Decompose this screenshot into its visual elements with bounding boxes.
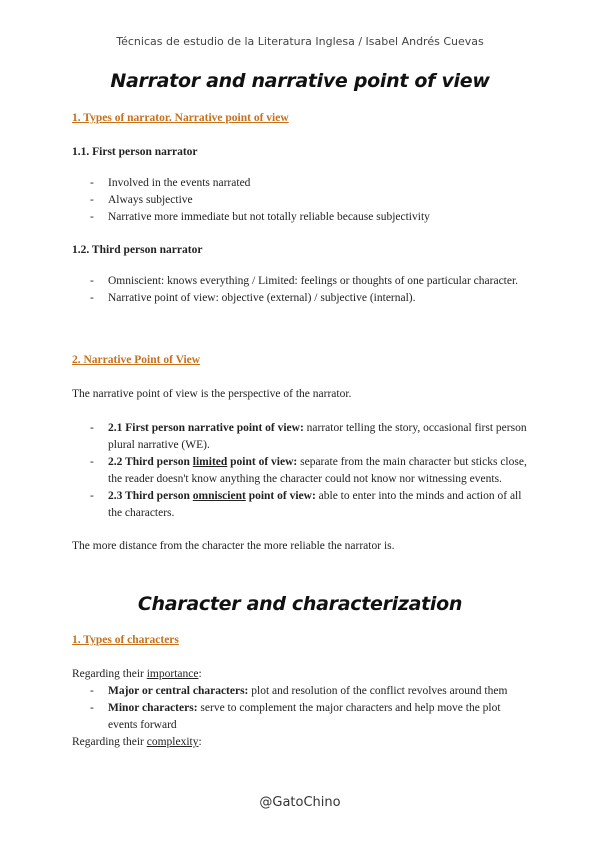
list-item: - Always subjective: [72, 192, 532, 209]
item-text: serve to complement the major characters and help move the plot events forward: [108, 702, 501, 731]
section-heading-narrative-pov[interactable]: 2. Narrative Point of View: [72, 354, 201, 366]
item-term: point of view:: [227, 456, 298, 468]
third-person-list: [72, 273, 532, 307]
item-text: separate from the main character but sticks close, the reader doesn't know anything the character could not know nor witnessing events.: [108, 456, 527, 485]
importance-list: [72, 683, 532, 734]
list-item: - Narrative more immediate but not totally reliable because subjectivity: [72, 209, 532, 226]
narrative-pov-closing: The more distance from the character the more reliable the narrator is.: [72, 540, 395, 552]
first-person-list: [72, 175, 532, 226]
list-item: - Involved in the events narrated: [72, 175, 532, 192]
list-item: - Omniscient: knows everything / Limited: feelings or thoughts of one particular character.: [72, 273, 532, 290]
item-term: Major or central characters:: [108, 685, 249, 697]
regarding-complexity: [72, 734, 532, 751]
text: :: [198, 668, 202, 680]
item-text: able to enter into the minds and action of all the characters.: [108, 490, 522, 519]
list-item: [72, 700, 532, 734]
item-term: 2.2 Third person: [108, 456, 193, 468]
list-item: - Narrative point of view: objective (external) / subjective (internal).: [72, 290, 532, 307]
text: Regarding their: [72, 668, 147, 680]
list-item: [72, 488, 532, 522]
regarding-importance: [72, 666, 532, 683]
text: :: [198, 736, 202, 748]
page-footer: @GatoChino: [259, 795, 341, 810]
item-term: point of view:: [245, 490, 316, 502]
section-types-of-characters: [72, 632, 532, 751]
text: Regarding their: [72, 736, 147, 748]
title-narrator: Narrator and narrative point of view: [110, 70, 490, 92]
section-heading-types-of-narrator[interactable]: 1. Types of narrator. Narrative point of view: [72, 112, 289, 124]
subheading-third-person: 1.2. Third person narrator: [72, 244, 203, 256]
item-term: Minor characters:: [108, 702, 198, 714]
list-item: [72, 683, 532, 700]
page-header: Técnicas de estudio de la Literatura Inglesa / Isabel Andrés Cuevas: [116, 35, 484, 48]
item-text: plot and resolution of the conflict revolves around them: [248, 685, 508, 697]
title-character: Character and characterization: [137, 593, 463, 615]
item-term-underlined: limited: [192, 456, 228, 468]
list-item: [72, 454, 532, 488]
section-types-of-narrator: [72, 110, 532, 307]
item-term: 2.3 Third person: [108, 490, 193, 502]
complexity-term: complexity: [146, 736, 199, 748]
item-text: narrator telling the story, occasional first person plural narrative (WE).: [108, 422, 527, 451]
pov-list: [72, 420, 532, 522]
importance-term: importance: [146, 668, 199, 680]
subheading-first-person: 1.1. First person narrator: [72, 146, 198, 158]
item-term: 2.1 First person narrative point of view:: [108, 422, 304, 434]
narrative-pov-intro: The narrative point of view is the perspective of the narrator.: [72, 388, 352, 400]
section-heading-types-of-characters[interactable]: 1. Types of characters: [72, 634, 179, 646]
list-item: [72, 420, 532, 454]
section-narrative-point-of-view: [72, 352, 532, 555]
item-term-underlined: omniscient: [192, 490, 246, 502]
